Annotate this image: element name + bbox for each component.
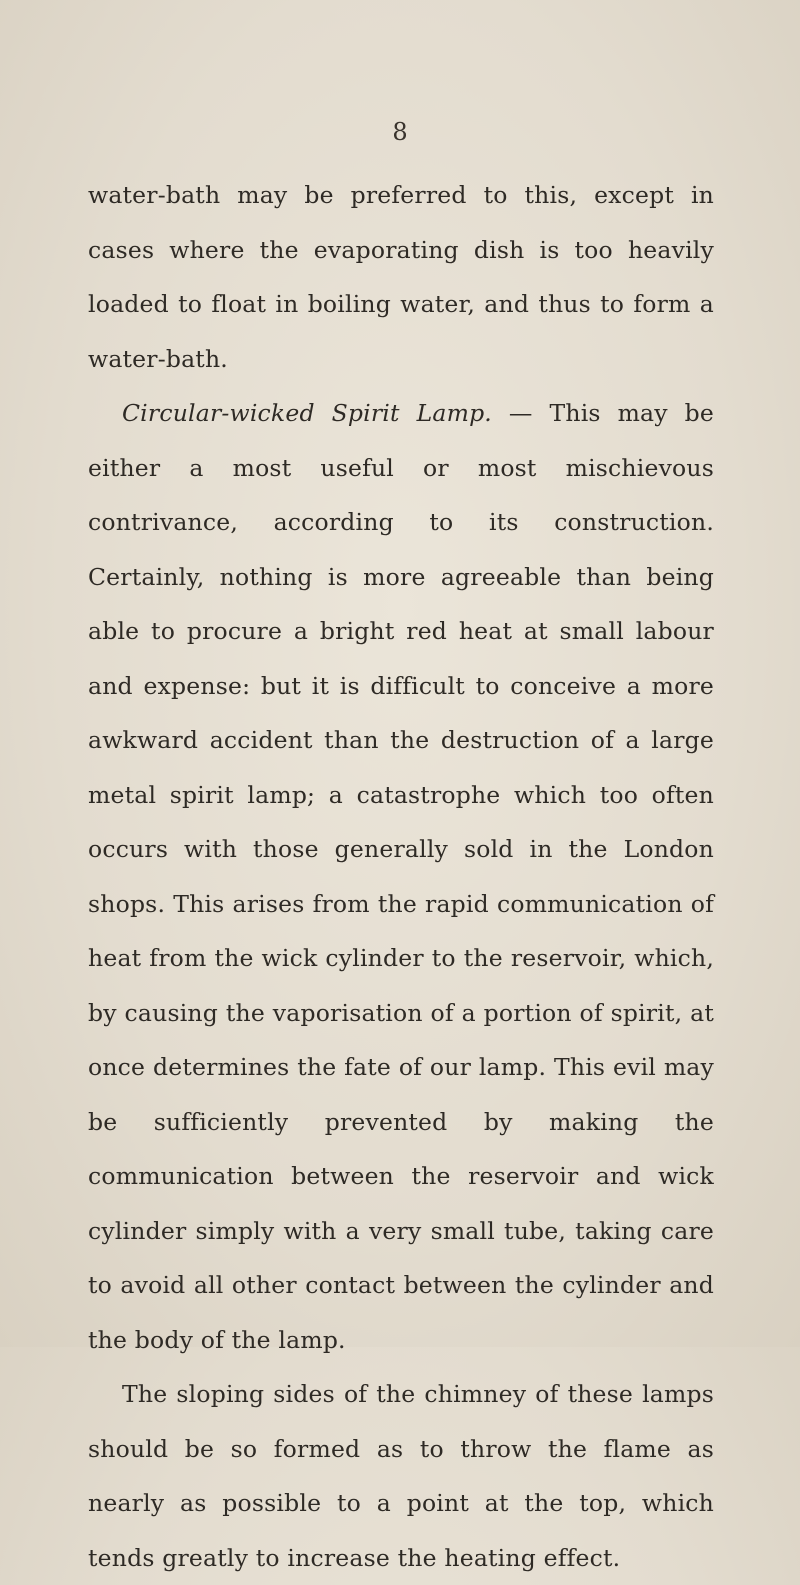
page-number: 8 <box>392 118 408 146</box>
paragraph-continuation: water-bath may be preferred to this, except in cases where the evaporating dish is too heavily loaded to float in boiling water, and thus to form a water-bath. <box>88 181 714 373</box>
section-heading-spirit-lamp: Circular-wicked Spirit Lamp. <box>122 399 492 427</box>
paragraph-chimney: The sloping sides of the chimney of these lamps should be so formed as to throw the flame as nearly as possible to a point at the top, which tends greatly to increase the heating effect. <box>88 1380 714 1572</box>
body-text <box>88 168 714 1585</box>
paragraph-spirit-lamp <box>88 386 714 1367</box>
paragraph-spirit-lamp-text: — This may be either a most useful or most mischievous contrivance, according to its construction. Certainly, nothing is more agreeable than being able to procure a bright red heat at small labour and expense: but it is difficult to conceive a more awkward accident than the destruction of a large metal spirit lamp; a catastrophe which too often occurs with those generally sold in the London shops. This arises from the rapid communication of heat from the wick cylinder to the reservoir, which, by causing the vaporisation of a portion of spirit, at once determines the fate of our lamp. This evil may be sufficiently prevented by making the communication between the reservoir and wick cylinder simply with a very small tube, taking care to avoid all other contact between the cylinder and the body of the lamp. <box>88 399 714 1354</box>
